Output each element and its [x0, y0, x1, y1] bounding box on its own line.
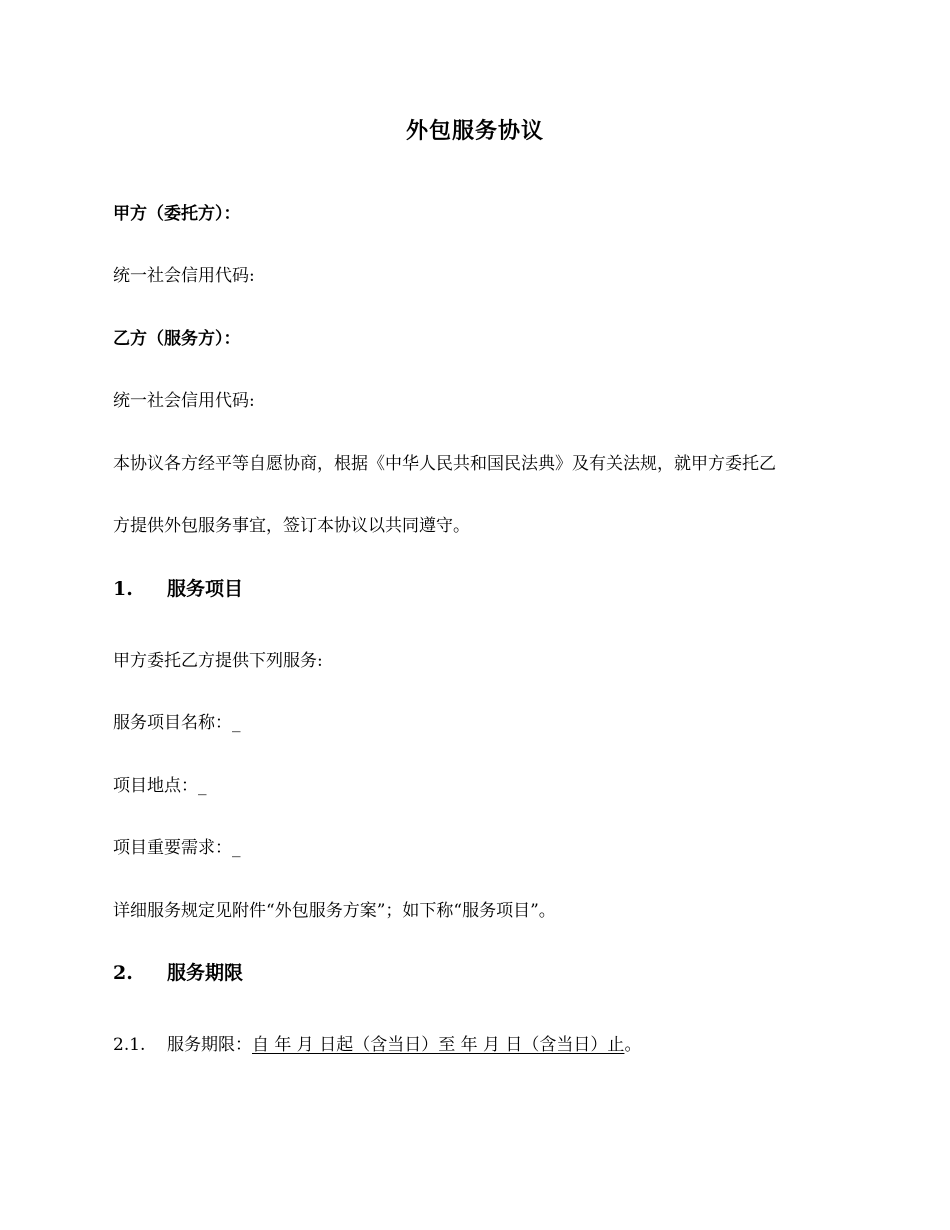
- section-2-title: 服务期限: [167, 962, 244, 984]
- party-b-label: 乙方（服务方）：: [113, 329, 241, 349]
- service-term-field: 自 年 月 日起（含当日）至 年 月 日（含当日）止: [252, 1035, 625, 1055]
- section-2-heading: [113, 958, 243, 985]
- service-item-name-field: 服务项目名称：_: [113, 713, 241, 733]
- section-1-details-line: 详细服务规定见附件“外包服务方案”；如下称“服务项目”。: [113, 901, 556, 921]
- section-1-heading: [113, 574, 243, 601]
- project-location-field: 项目地点：_: [113, 776, 207, 796]
- section-2-number: 2.: [113, 962, 133, 984]
- document-title: 外包服务协议: [405, 118, 544, 144]
- subsection-2-1-number: 2.1.: [113, 1035, 146, 1055]
- party-a-label: 甲方（委托方）：: [113, 204, 241, 224]
- subsection-2-1-label: 服务期限：: [167, 1035, 252, 1055]
- section-1-title: 服务项目: [167, 578, 244, 600]
- party-b-credit-code: 统一社会信用代码:: [113, 391, 255, 411]
- intro-paragraph-line-1: 本协议各方经平等自愿协商，根据《中华人民共和国民法典》及有关法规，就甲方委托乙: [113, 454, 776, 474]
- intro-paragraph-line-2: 方提供外包服务事宜，签订本协议以共同遵守。: [113, 516, 470, 536]
- subsection-2-1-trailing: 。: [624, 1035, 642, 1055]
- section-1-number: 1.: [113, 578, 133, 600]
- section-1-line-1: 甲方委托乙方提供下列服务:: [113, 651, 323, 671]
- party-a-credit-code: 统一社会信用代码:: [113, 266, 255, 286]
- project-requirements-field: 项目重要需求：_: [113, 838, 241, 858]
- subsection-2-1: [113, 1030, 641, 1055]
